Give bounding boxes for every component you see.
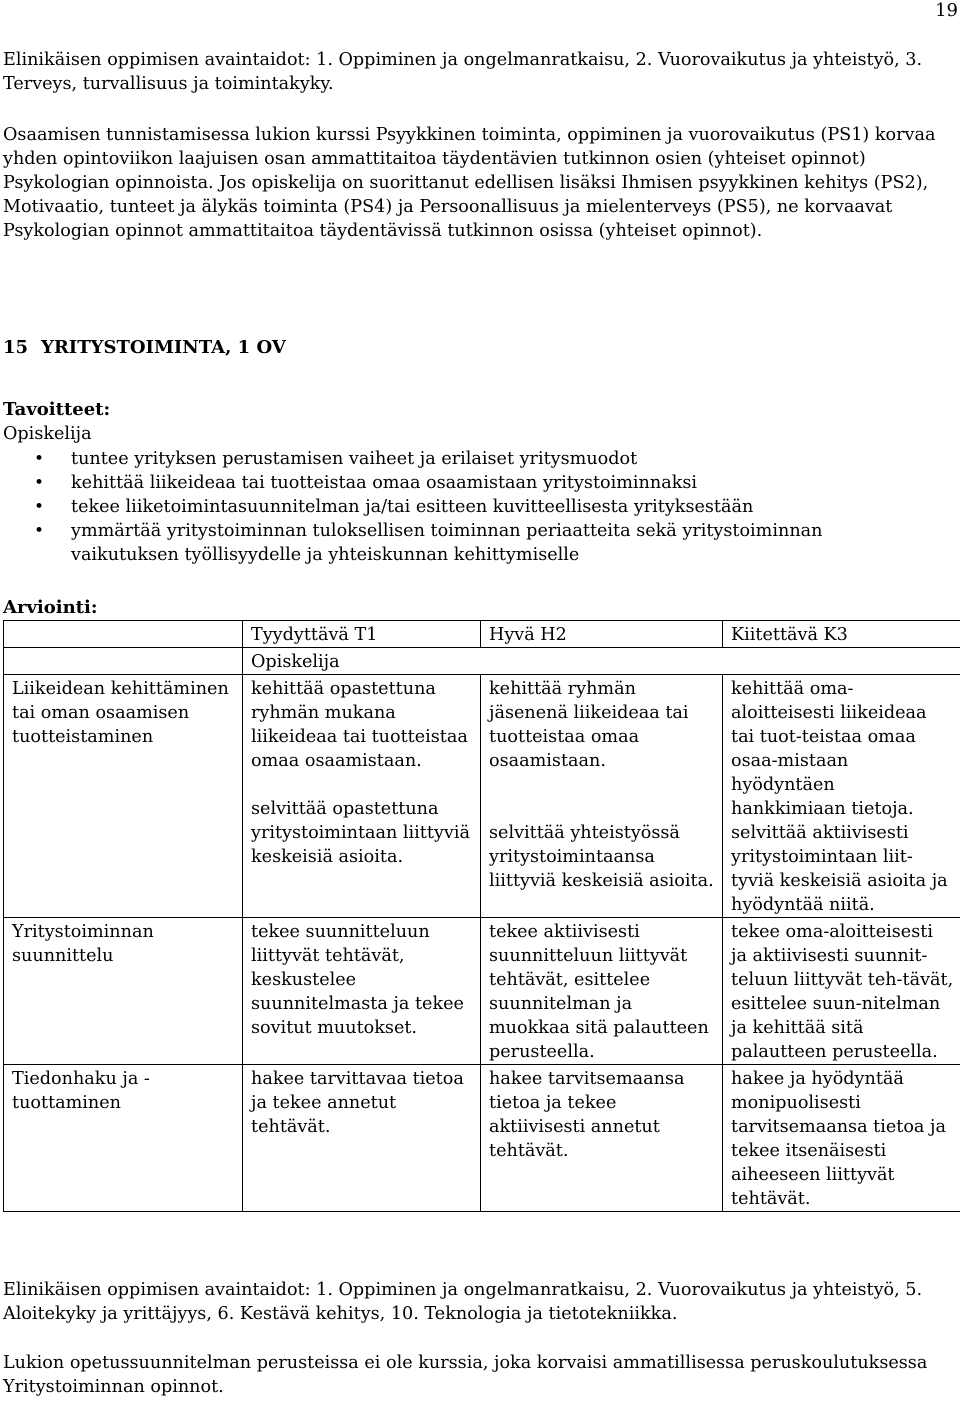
table-row <box>4 675 960 918</box>
k3-cell <box>723 918 960 1065</box>
t1-cell <box>243 675 481 918</box>
area-cell: Yritystoiminnan suunnittelu <box>4 918 243 1065</box>
table-row <box>4 918 960 1065</box>
table-row <box>4 1065 960 1212</box>
criterion-text: hakee ja hyödyntää monipuolisesti tarvitsemaansa tietoa ja tekee itsenäisesti aiheeseen liittyvät tehtävät. <box>731 1069 946 1209</box>
header-cell-area <box>4 621 243 648</box>
header-cell-t1: Tyydyttävä T1 <box>243 621 481 648</box>
section-title: YRITYSTOIMINTA, 1 OV <box>41 337 286 358</box>
note-paragraph: Lukion opetussuunnitelman perusteissa ei ole kurssia, joka korvaisi ammatillisessa peruskoulutuksessa Yritystoiminnan opinnot. <box>3 1353 928 1397</box>
t1-cell <box>243 1065 481 1212</box>
criterion-text: kehittää ryhmän jäsenenä liikeideaa tai tuotteistaa omaa osaamistaan. <box>489 679 689 771</box>
goal-item: • ymmärtää yritystoiminnan tuloksellisen toiminnan periaatteita sekä yritystoiminnan vaikutuksen työllisyydelle ja yhteiskunnan kehittymiselle <box>0 519 896 567</box>
k3-cell <box>723 1065 960 1212</box>
criterion-text: kehittää opastettuna ryhmän mukana liikeideaa tai tuotteistaa omaa osaamistaan. <box>251 679 468 771</box>
goals-intro: Opiskelija <box>3 424 92 444</box>
criterion-text: kehittää oma-aloitteisesti liikeideaa tai tuot-teistaa omaa osaa-mistaan hyödyntäen hankkimiaan tietoja. <box>731 679 927 819</box>
header-cell-k3: Kiitettävä K3 <box>723 621 960 648</box>
criterion-text: tekee aktiivisesti suunnitteluun liittyvät tehtävät, esittelee suunnitelman ja muokkaa sitä palautteen perusteella. <box>489 922 709 1062</box>
k3-cell <box>723 675 960 918</box>
h2-cell <box>481 918 723 1065</box>
header-cell-h2: Hyvä H2 <box>481 621 723 648</box>
goal-item: • kehittää liikeideaa tai tuotteistaa omaa osaamistaan yritystoiminnaksi <box>0 471 955 495</box>
table-subheader-row <box>4 648 960 675</box>
goal-item: • tuntee yrityksen perustamisen vaiheet ja erilaiset yritysmuodot <box>0 447 955 471</box>
section-heading <box>3 336 286 360</box>
area-cell: Liikeidean kehittäminen tai oman osaamisen tuotteistaminen <box>4 675 243 918</box>
page-number: 19 <box>935 0 958 21</box>
goals-list <box>0 447 955 567</box>
competences-paragraph-2: Elinikäisen oppimisen avaintaidot: 1. Oppiminen ja ongelmanratkaisu, 2. Vuorovaikutus ja yhteistyö, 5. Aloitekyky ja yrittäjyys, 6. Kestävä kehitys, 10. Teknologia ja tietotekniikka. <box>3 1280 923 1324</box>
goals-heading: Tavoitteet: <box>3 399 111 420</box>
criterion-text: hakee tarvittavaa tietoa ja tekee annetut tehtävät. <box>251 1069 464 1137</box>
table-header-row <box>4 621 960 648</box>
t1-cell <box>243 918 481 1065</box>
criterion-text: selvittää yhteistyössä yritystoimintaansa liittyviä keskeisiä asioita. <box>489 823 714 891</box>
criterion-text: selvittää aktiivisesti yritystoimintaan liit-tyviä keskeisiä asioita ja hyödyntää niitä. <box>731 823 948 915</box>
recognition-paragraph: Osaamisen tunnistamisessa lukion kurssi Psyykkinen toiminta, oppiminen ja vuorovaikutus (PS1) korvaa yhden opintoviikon laajuisen osan ammattitaitoa täydentävien tutkinnon osien (yhteiset opinnot) Psykologian opinnoista. Jos opiskelija on suorittanut edellisen lisäksi Ihmisen psyykkinen kehitys (PS2), Motivaatio, tunteet ja älykäs toiminta (PS4) ja Persoonallisuus ja mielenterveys (PS5), ne korvaavat Psykologian opinnot ammattitaitoa täydentävissä tutkinnon osissa (yhteiset opinnot). <box>3 125 936 241</box>
area-cell: Tiedonhaku ja -tuottaminen <box>4 1065 243 1212</box>
assessment-table <box>3 620 960 1212</box>
h2-cell <box>481 675 723 918</box>
subheader-empty-cell <box>4 648 243 675</box>
h2-cell <box>481 1065 723 1212</box>
competences-paragraph-1: Elinikäisen oppimisen avaintaidot: 1. Oppiminen ja ongelmanratkaisu, 2. Vuorovaikutus ja yhteistyö, 3. Terveys, turvallisuus ja toimintakyky. <box>3 50 923 94</box>
goal-item: • tekee liiketoimintasuunnitelman ja/tai esitteen kuvitteellisesta yrityksestään <box>0 495 955 519</box>
criterion-text: tekee oma-aloitteisesti ja aktiivisesti suunnit-teluun liittyvät teh-tävät, esittelee suun-nitelman ja kehittää sitä palautteen perusteella. <box>731 922 954 1062</box>
subheader-cell: Opiskelija <box>243 648 960 675</box>
criterion-text: tekee suunnitteluun liittyvät tehtävät, keskustelee suunnitelmasta ja tekee sovitut muutokset. <box>251 922 464 1038</box>
section-number: 15 <box>3 337 29 358</box>
criterion-text: selvittää opastettuna yritystoimintaan liittyviä keskeisiä asioita. <box>251 799 470 867</box>
assessment-heading: Arviointi: <box>3 597 98 618</box>
criterion-text: hakee tarvitsemaansa tietoa ja tekee aktiivisesti annetut tehtävät. <box>489 1069 685 1161</box>
